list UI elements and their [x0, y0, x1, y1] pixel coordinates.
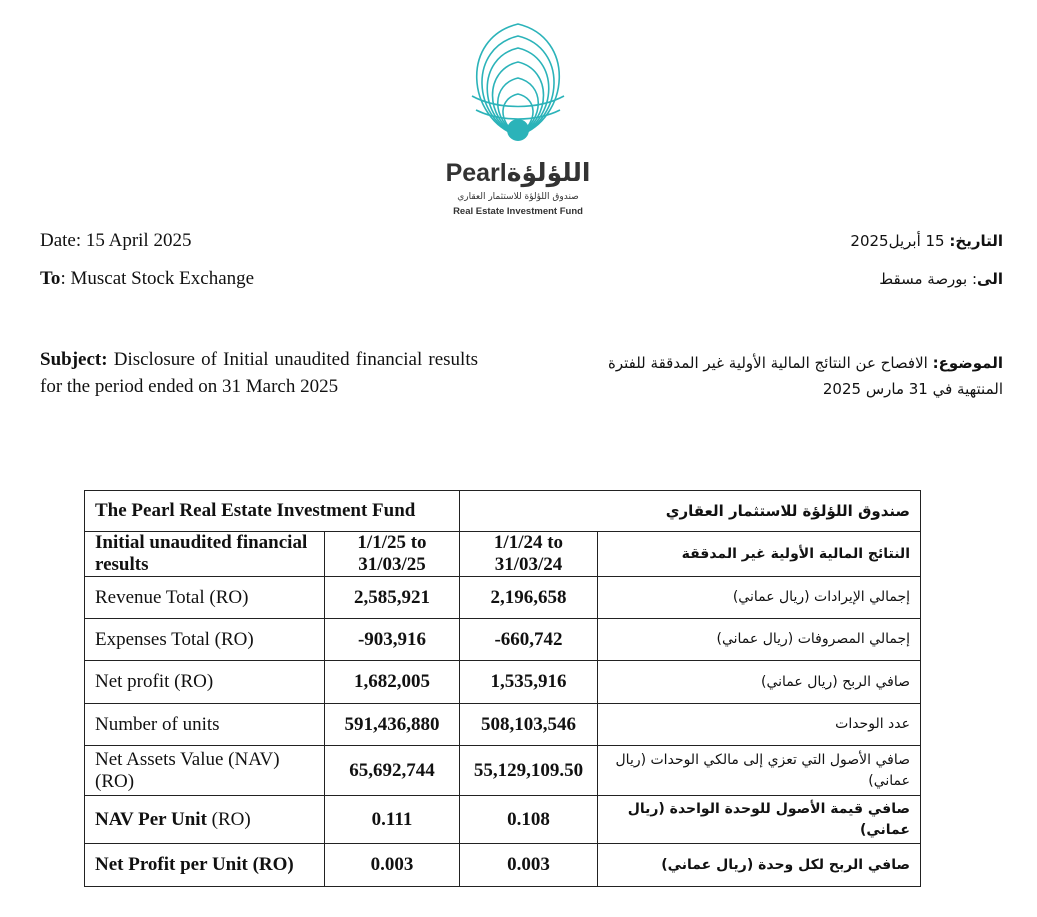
table-row: [85, 844, 921, 887]
row-label-ar: صافي الأصول التي تعزي إلى مالكي الوحدات (ريال عماني): [598, 746, 921, 796]
row-label-ar: إجمالي الإيرادات (ريال عماني): [598, 577, 921, 619]
row-value-2025: -903,916: [325, 619, 460, 661]
table-row: [85, 746, 921, 796]
date-en: Date: 15 April 2025: [40, 230, 192, 251]
table-title-ar: صندوق اللؤلؤة للاستثمار العقاري: [460, 491, 921, 532]
header-label-ar: النتائج المالية الأولية غير المدققة: [598, 532, 921, 577]
row-label-ar: صافي قيمة الأصول للوحدة الواحدة (ريال عماني): [598, 796, 921, 844]
row-value-2024: 0.108: [460, 796, 598, 844]
pearl-shell-icon: [458, 18, 578, 143]
header-label-en: Initial unaudited financial results: [85, 532, 325, 577]
table-row: [85, 619, 921, 661]
fund-logo: [432, 18, 604, 218]
row-label-en: Revenue Total (RO): [85, 577, 325, 619]
table-row: [85, 796, 921, 844]
subject-ar: الموضوع: الافصاح عن النتائج المالية الأولية غير المدققة للفترة المنتهية في 31 مارس 2025: [607, 354, 1003, 398]
row-label-en: Number of units: [85, 704, 325, 746]
table-title-en: The Pearl Real Estate Investment Fund: [85, 491, 460, 532]
row-label-ar: إجمالي المصروفات (ريال عماني): [598, 619, 921, 661]
row-label-ar: صافي الربح (ريال عماني): [598, 661, 921, 704]
to-en: To: Muscat Stock Exchange: [40, 268, 255, 289]
row-value-2024: 1,535,916: [460, 661, 598, 704]
row-value-2025: 0.003: [325, 844, 460, 887]
row-value-2024: 2,196,658: [460, 577, 598, 619]
table-header-row: [85, 532, 921, 577]
date-ar: التاريخ: 15 أبريل2025: [850, 232, 1003, 250]
row-label-ar: عدد الوحدات: [598, 704, 921, 746]
row-label-en: Expenses Total (RO): [85, 619, 325, 661]
table-title-row: [85, 491, 921, 532]
row-value-2024: 55,129,109.50: [460, 746, 598, 796]
subject-en: Subject: Disclosure of Initial unaudited financial results for the period ended on 31 March 2025: [40, 349, 478, 397]
row-label-en: Net profit (RO): [85, 661, 325, 704]
logo-wordmark: Pearlاللؤلؤة: [445, 159, 591, 187]
table-row: [85, 661, 921, 704]
row-value-2025: 2,585,921: [325, 577, 460, 619]
to-ar: الى: بورصة مسقط: [879, 270, 1003, 288]
logo-subtitle-arabic: صندوق اللؤلؤة للاستثمار العقاري: [457, 192, 579, 202]
header-period-2024: 1/1/24 to 31/03/24: [460, 532, 598, 577]
row-value-2025: 591,436,880: [325, 704, 460, 746]
table-row: [85, 577, 921, 619]
row-value-2024: 508,103,546: [460, 704, 598, 746]
row-value-2024: 0.003: [460, 844, 598, 887]
row-label-ar: صافي الربح لكل وحدة (ريال عماني): [598, 844, 921, 887]
logo-subtitle-english: Real Estate Investment Fund: [453, 206, 583, 217]
table-row: [85, 704, 921, 746]
row-value-2025: 0.111: [325, 796, 460, 844]
row-value-2024: -660,742: [460, 619, 598, 661]
row-value-2025: 65,692,744: [325, 746, 460, 796]
row-value-2025: 1,682,005: [325, 661, 460, 704]
header-period-2025: 1/1/25 to 31/03/25: [325, 532, 460, 577]
row-label-en: NAV Per Unit (RO): [85, 796, 325, 844]
row-label-en: Net Profit per Unit (RO): [85, 844, 325, 887]
results-table: [84, 490, 921, 887]
row-label-en: Net Assets Value (NAV) (RO): [85, 746, 325, 796]
